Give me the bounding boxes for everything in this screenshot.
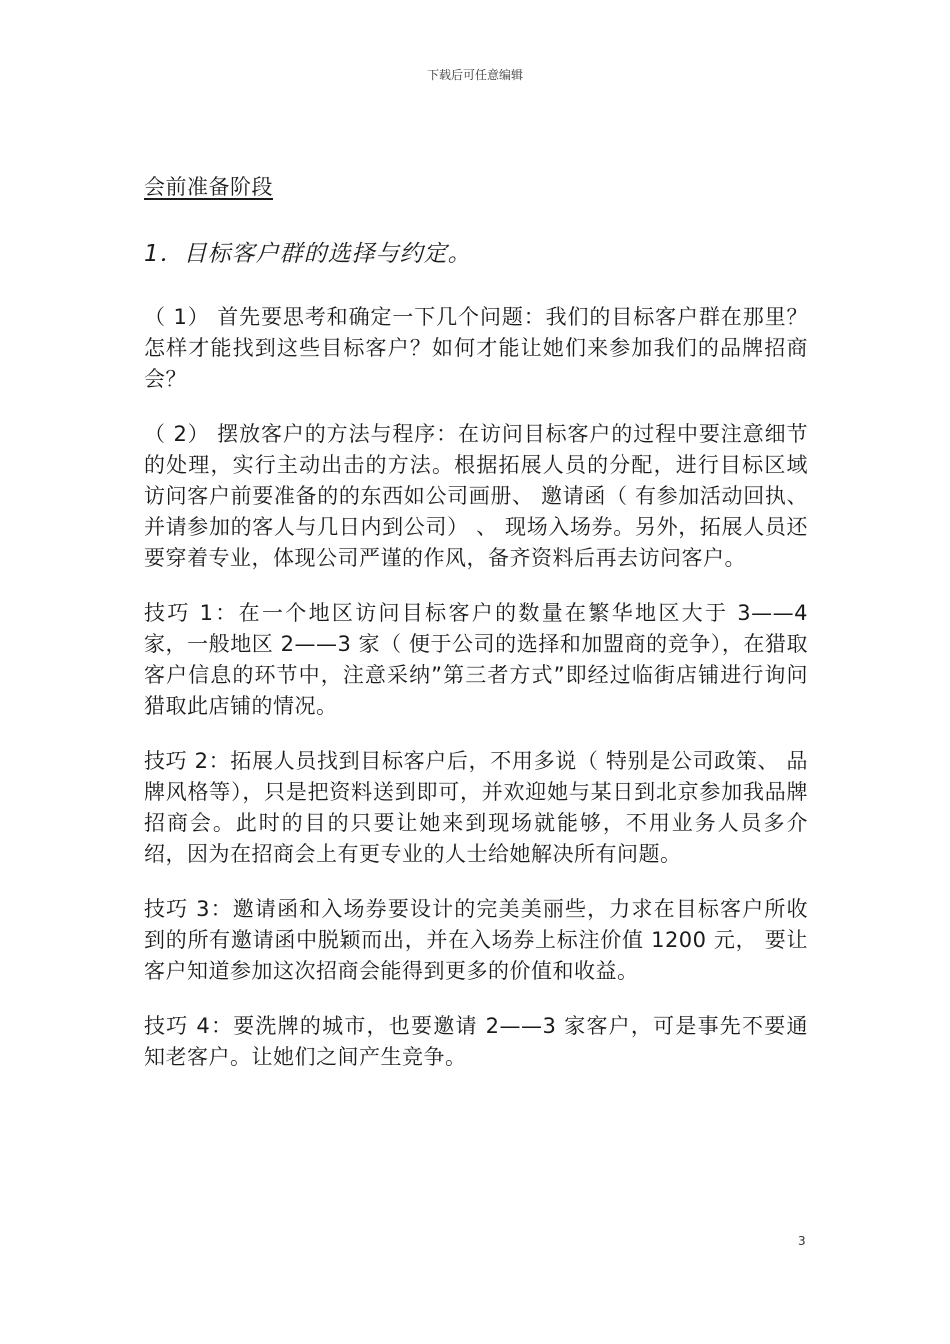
paragraph-1: （ 1） 首先要思考和确定一下几个问题：我们的目标客户群在那里？怎样才能找到这些目标客户？如何才能让她们来参加我们的品牌招商会？ — [144, 305, 808, 391]
paragraph-tip-1: 技巧 1：在一个地区访问目标客户的数量在繁华地区大于 3——4 家，一般地区 2——3 家（ 便于公司的选择和加盟商的竞争），在猎取客户信息的环节中，注意采纳”第三者方式”即经过临街店铺进行询问猎取此店铺的情况。 — [144, 601, 808, 718]
page-header: 下载后可任意编辑 — [426, 68, 523, 82]
page-number: 3 — [798, 1234, 806, 1248]
paragraph-2: （ 2） 摆放客户的方法与程序：在访问目标客户的过程中要注意细节的处理，实行主动出击的方法。根据拓展人员的分配，进行目标区域访问客户前要准备的的东西如公司画册、 邀请函（ 有参加活动回执、 并请参加的客人与几日内到公司） 、 现场入场券。另外，拓展人员还要穿着专业，体现公司严谨的作风，备齐资料后再去访问客户。 — [144, 422, 808, 570]
paragraph-tip-3: 技巧 3：邀请函和入场券要设计的完美美丽些，力求在目标客户所收到的所有邀请函中脱颖而出，并在入场券上标注价值 1200 元， 要让客户知道参加这次招商会能得到更多的价值和收益。 — [144, 897, 808, 983]
section-title: 会前准备阶段 — [144, 175, 273, 199]
paragraph-tip-4: 技巧 4：要洗牌的城市，也要邀请 2——3 家客户，可是事先不要通知老客户。让她们之间产生竞争。 — [144, 1014, 808, 1069]
sub-title: 1．目标客户群的选择与约定。 — [144, 241, 472, 267]
paragraph-tip-2: 技巧 2：拓展人员找到目标客户后，不用多说（ 特别是公司政策、 品牌风格等），只是把资料送到即可，并欢迎她与某日到北京参加我品牌招商会。此时的目的只要让她来到现场就能够，不用业务人员多介绍，因为在招商会上有更专业的人士给她解决所有问题。 — [144, 749, 808, 866]
document-body — [144, 172, 808, 1097]
